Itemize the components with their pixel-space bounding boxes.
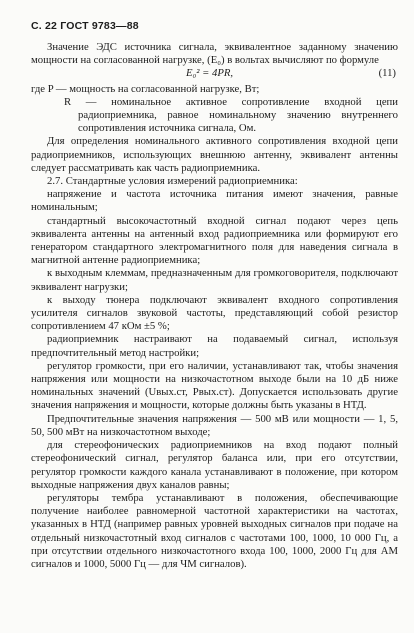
paragraph-stereo-balance: для стереофонических радиоприемников на вход подают полный стереофонический сигнал, регулятор баланса или, при его отсутствии, регулятор громкости каждого канала устанавливают в положение, при котором выходные напряжения двух каналов равны; <box>31 439 398 491</box>
paragraph-antenna-equivalent: Для определения номинального активного сопротивления входной цепи радиоприемников, использующих внешнюю антенну, эквивалент антенны следует рассматривать как часть радиоприемника. <box>31 135 398 174</box>
definition-p: где P — мощность на согласованной нагрузке, Вт; <box>31 82 260 95</box>
definition-r: R — номинальное активное сопротивление входной цепи радиоприемника, равное номинальному значению внутреннего сопротивления источника сигнала, Ом. <box>64 95 398 135</box>
formula-row <box>31 67 398 80</box>
section-2-7-title: 2.7. Стандартные условия измерений радиоприемника: <box>47 175 298 188</box>
formula: E₀² = 4PR, <box>186 67 234 80</box>
paragraph-tuner-output: к выходу тюнера подключают эквивалент входного сопротивления усилителя сигналов звуковой частоты, представляющий собой резистор сопротивлением 47 кОм ±5 %; <box>31 293 398 333</box>
page-header: С. 22 ГОСТ 9783—88 <box>31 20 139 32</box>
paragraph-tuning: радиоприемник настраивают на подаваемый сигнал, используя предпочтительный метод настройки; <box>31 333 398 359</box>
paragraph-tone-controls: регуляторы тембра устанавливают в положения, обеспечивающие получение наиболее равномерной частотной характеристики на частотах, указанных в НТД (например равных уровней выходных сигналов при подаче на отдельный низкочастотный вход сигналов с частотами 100, 1000, 10 000 Гц, а при отсутствии отдельного низкочастотного входа 100, 1000, 2000 Гц для АМ сигналов и 1000, 5000 Гц — для ЧМ сигналов). <box>31 491 398 570</box>
paragraph-preferred-values: Предпочтительные значения напряжения — 500 мВ или мощности — 1, 5, 50, 500 мВт на низкочастотном выходе; <box>31 412 398 438</box>
paragraph-power-supply: напряжение и частота источника питания имеют значения, равные номинальным; <box>31 188 398 214</box>
paragraph-output-terminals: к выходным клеммам, предназначенным для громкоговорителя, подключают эквивалент нагрузки; <box>31 267 398 293</box>
formula-number: (11) <box>378 67 396 80</box>
paragraph-emf-value: Значение ЭДС источника сигнала, эквивалентное заданному значению мощности на согласованной нагрузке, (E₀) в вольтах вычисляют по формуле <box>31 41 398 67</box>
paragraph-hf-input-signal: стандартный высокочастотный входной сигнал подают через цепь эквивалента антенны на антенный вход радиоприемника или формируют его генератором стандартного электромагнитного поля для наведения сигнала в магнитной антенне радиоприемника; <box>31 214 398 267</box>
paragraph-volume-control: регулятор громкости, при его наличии, устанавливают так, чтобы значения напряжения или мощности на низкочастотном выходе были на 10 дБ ниже номинальных значений (Uвых.ст, Pвых.ст). Допускается использовать другие значения напряжения и мощности, которые должны быть указаны в НТД. <box>31 359 398 412</box>
